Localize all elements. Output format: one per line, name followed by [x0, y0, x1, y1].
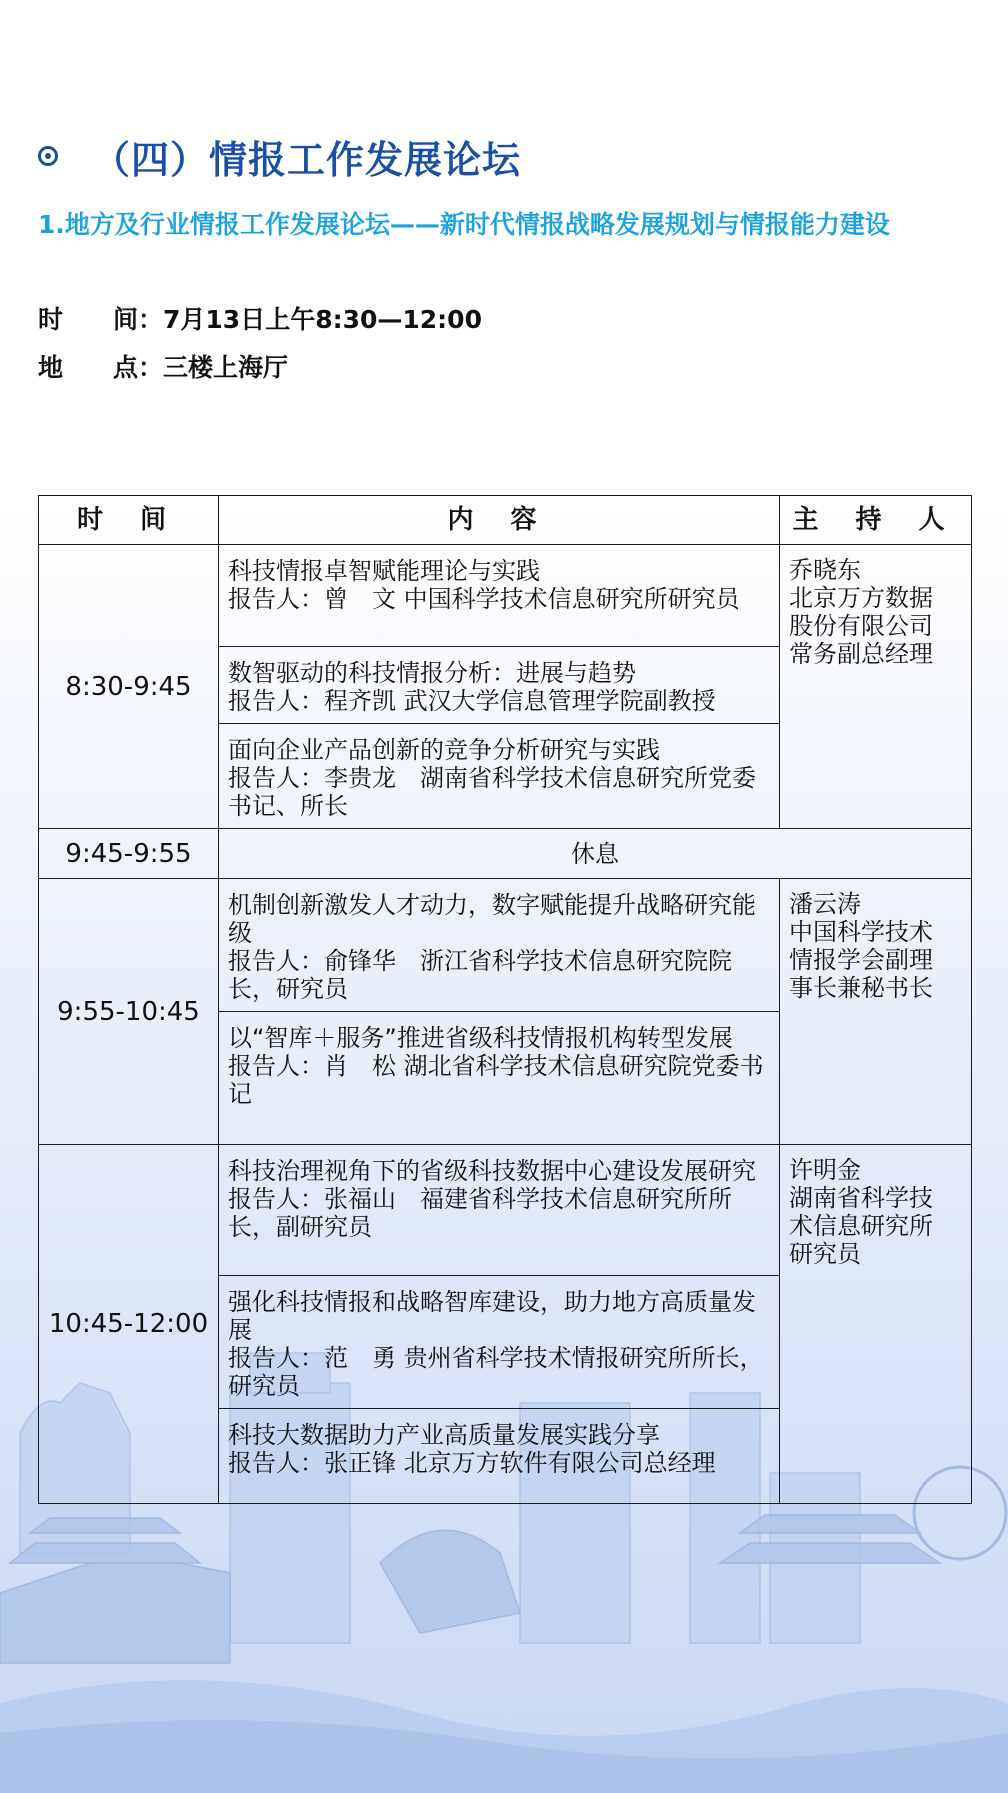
- talk-title: 以“智库＋服务”推进省级科技情报机构转型发展: [228, 1024, 733, 1052]
- host-name: 许明金: [789, 1156, 861, 1184]
- table-header-row: [39, 496, 972, 545]
- talk-speaker: 报告人：张正锋 北京万方软件有限公司总经理: [228, 1449, 716, 1477]
- place-label: 地 点：: [38, 353, 164, 382]
- talk-speaker: 报告人：肖 松 湖北省科学技术信息研究院党委书记: [228, 1052, 764, 1108]
- table-row: [39, 1145, 972, 1276]
- host-cell: [780, 545, 972, 829]
- talk-cell: [219, 1276, 780, 1409]
- host-org-line: 中国科学技术: [789, 918, 933, 946]
- target-bullet-icon: [38, 146, 58, 166]
- talk-title: 科技大数据助力产业高质量发展实践分享: [228, 1421, 660, 1449]
- talk-cell: [219, 879, 780, 1012]
- talk-title: 科技情报卓智赋能理论与实践: [228, 557, 540, 585]
- time-label: 时 间：: [38, 305, 164, 334]
- host-title-line: 事长兼秘书长: [789, 974, 933, 1002]
- host-title-line: 常务副总经理: [789, 640, 933, 668]
- host-org-line: 北京万方数据: [789, 584, 933, 612]
- table-row: [39, 545, 972, 647]
- talk-cell: [219, 1012, 780, 1145]
- talk-title: 强化科技情报和战略智库建设，助力地方高质量发展: [228, 1288, 756, 1344]
- talk-cell: [219, 724, 780, 829]
- place-info: [38, 348, 288, 384]
- host-name: 乔晓东: [789, 556, 861, 584]
- talk-cell: [219, 545, 780, 647]
- section-title: [38, 128, 521, 184]
- host-org-line: 术信息研究所: [789, 1212, 933, 1240]
- talk-title: 机制创新激发人才动力，数字赋能提升战略研究能级: [228, 891, 756, 947]
- header-host: 主 持 人: [780, 496, 972, 545]
- session-time: 8:30-9:45: [39, 545, 219, 829]
- talk-speaker: 报告人：范 勇 贵州省科学技术情报研究所所长，研究员: [228, 1344, 764, 1400]
- break-time: 9:45-9:55: [39, 829, 219, 879]
- forum-subtitle: 1.地方及行业情报工作发展论坛——新时代情报战略发展规划与情报能力建设: [38, 210, 890, 239]
- host-title-line: 研究员: [789, 1240, 861, 1268]
- talk-speaker: 报告人：张福山 福建省科学技术信息研究所所长，副研究员: [228, 1185, 732, 1241]
- section-title-text: （四）情报工作发展论坛: [92, 137, 522, 182]
- host-org-line: 股份有限公司: [789, 612, 933, 640]
- schedule-table: [38, 495, 972, 1504]
- host-cell: [780, 879, 972, 1145]
- place-value: 三楼上海厅: [163, 353, 289, 382]
- host-cell: [780, 1145, 972, 1504]
- host-org-line: 情报学会副理: [789, 946, 933, 974]
- talk-cell: [219, 647, 780, 724]
- talk-cell: [219, 1409, 780, 1504]
- break-label: 休息: [219, 829, 972, 879]
- talk-cell: [219, 1145, 780, 1276]
- talk-speaker: 报告人：程齐凯 武汉大学信息管理学院副教授: [228, 687, 716, 715]
- talk-title: 面向企业产品创新的竞争分析研究与实践: [228, 736, 660, 764]
- table-row: [39, 829, 972, 879]
- talk-speaker: 报告人：曾 文 中国科学技术信息研究所研究员: [228, 585, 740, 613]
- talk-title: 数智驱动的科技情报分析：进展与趋势: [228, 659, 636, 687]
- time-value: 7月13日上午8:30—12:00: [163, 305, 482, 334]
- time-info: [38, 300, 482, 336]
- talk-speaker: 报告人：李贵龙 湖南省科学技术信息研究所党委书记、所长: [228, 764, 756, 820]
- header-time: 时 间: [39, 496, 219, 545]
- talk-title: 科技治理视角下的省级科技数据中心建设发展研究: [228, 1157, 756, 1185]
- session-time: 9:55-10:45: [39, 879, 219, 1145]
- table-row: [39, 879, 972, 1012]
- session-time: 10:45-12:00: [39, 1145, 219, 1504]
- talk-speaker: 报告人：俞锋华 浙江省科学技术信息研究院院长，研究员: [228, 947, 732, 1003]
- host-name: 潘云涛: [789, 890, 861, 918]
- host-org-line: 湖南省科学技: [789, 1184, 933, 1212]
- header-content: 内 容: [219, 496, 780, 545]
